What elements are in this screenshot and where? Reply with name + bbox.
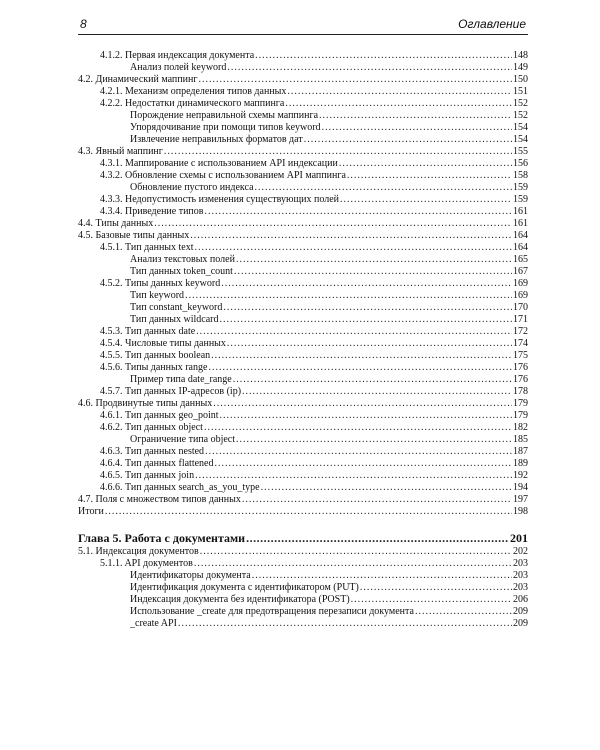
toc-entry[interactable] [78, 446, 528, 458]
toc-entry-title: Обновление пустого индекса [130, 182, 254, 193]
toc-entry[interactable] [78, 194, 528, 206]
toc-entry[interactable] [78, 278, 528, 290]
toc-entry-page: 203 [513, 558, 528, 569]
toc-entry-title: 4.3.3. Недопустимость изменения существующих полей [100, 194, 339, 205]
dot-leader [223, 302, 512, 314]
toc-entry[interactable] [78, 110, 528, 122]
dot-leader [204, 422, 512, 434]
toc-entry-page: 155 [513, 146, 528, 157]
toc-entry-page: 154 [513, 122, 528, 133]
toc-entry-page: 185 [513, 434, 528, 445]
toc-entry-title: 4.3.1. Маппирование с использованием API индексации [100, 158, 338, 169]
toc-entry[interactable] [78, 86, 528, 98]
toc-entry[interactable] [78, 266, 528, 278]
dot-leader [208, 362, 512, 374]
dot-leader [236, 434, 512, 446]
toc-entry-title: 4.5.2. Типы данных keyword [100, 278, 221, 289]
dot-leader [105, 506, 512, 518]
toc-section-chapter-4 [78, 50, 528, 518]
dot-leader [415, 606, 512, 618]
dot-leader [255, 50, 512, 62]
toc-entry-page: 161 [513, 218, 528, 229]
toc-entry-page: 179 [513, 410, 528, 421]
dot-leader [215, 458, 513, 470]
toc-entry[interactable] [78, 230, 528, 242]
dot-leader [322, 122, 512, 134]
toc-entry-title: 4.5.3. Тип данных date [100, 326, 196, 337]
toc-entry-page: 187 [513, 446, 528, 457]
dot-leader [195, 470, 512, 482]
page-number: 8 [80, 17, 87, 31]
toc-entry-title: Итоги [78, 506, 104, 517]
toc-entry-title: 4.5.4. Числовые типы данных [100, 338, 226, 349]
dot-leader [190, 230, 512, 242]
toc-entry-title: 4.6.4. Тип данных flattened [100, 458, 214, 469]
dot-leader [154, 218, 512, 230]
dot-leader [220, 314, 513, 326]
running-header [78, 14, 528, 35]
toc-entry-page: 167 [513, 266, 528, 277]
dot-leader [242, 494, 512, 506]
toc-entry-title: 4.7. Поля с множеством типов данных [78, 494, 241, 505]
toc-entry[interactable] [78, 410, 528, 422]
toc-entry-title: 4.6.6. Тип данных search_as_you_type [100, 482, 260, 493]
toc-entry-title: 4.6.2. Тип данных object [100, 422, 203, 433]
dot-leader [347, 170, 512, 182]
toc-entry[interactable] [78, 618, 528, 630]
dot-leader [351, 594, 512, 606]
toc-entry[interactable] [78, 182, 528, 194]
toc-entry-page: 176 [513, 362, 528, 373]
toc-section-chapter-5 [78, 546, 528, 630]
toc-entry-title: Тип constant_keyword [130, 302, 223, 313]
running-title: Оглавление [458, 17, 526, 31]
toc-entry-title: 4.5.7. Тип данных IP-адресов (ip) [100, 386, 242, 397]
dot-leader [205, 446, 512, 458]
toc-entry-page: 194 [513, 482, 528, 493]
toc-entry-page: 158 [513, 170, 528, 181]
toc-entry-page: 150 [513, 74, 528, 85]
toc-entry-title: 4.5.5. Тип данных boolean [100, 350, 211, 361]
dot-leader [200, 546, 512, 558]
toc-entry-title: Идентификация документа с идентификатором (PUT) [130, 582, 359, 593]
toc-entry[interactable] [78, 558, 528, 570]
toc-entry-page: 202 [513, 546, 528, 557]
toc-entry[interactable] [78, 374, 528, 386]
toc-entry-title: 4.6.5. Тип данных join [100, 470, 195, 481]
toc-entry-page: 206 [513, 594, 528, 605]
toc-entry-page: 159 [513, 194, 528, 205]
dot-leader [227, 62, 512, 74]
toc-entry-page: 201 [510, 531, 528, 545]
toc-entry-title: 4.5.6. Типы данных range [100, 362, 208, 373]
toc-entry-page: 170 [513, 302, 528, 313]
toc-entry[interactable] [78, 482, 528, 494]
dot-leader [255, 182, 512, 194]
dot-leader [236, 254, 512, 266]
toc-entry[interactable] [78, 254, 528, 266]
toc-entry[interactable] [78, 146, 528, 158]
toc-entry-page: 169 [513, 290, 528, 301]
dot-leader [178, 618, 512, 630]
toc-entry[interactable] [78, 302, 528, 314]
toc-entry-title: 4.1.2. Первая индексация документа [100, 50, 255, 61]
toc-entry[interactable] [78, 122, 528, 134]
toc-entry-title: 4.3.2. Обновление схемы с использованием API маппинга [100, 170, 346, 181]
toc-entry-page: 152 [513, 98, 528, 109]
toc-entry-page: 172 [513, 326, 528, 337]
toc-entry-page: 151 [513, 86, 528, 97]
toc-entry-page: 169 [513, 278, 528, 289]
toc-entry-title: 5.1.1. API документов [100, 558, 193, 569]
dot-leader [287, 86, 512, 98]
toc-entry-title: Порождение неправильной схемы маппинга [130, 110, 319, 121]
toc-entry[interactable] [78, 458, 528, 470]
toc-entry-title: Глава 5. Работа с документами [78, 531, 246, 545]
dot-leader [194, 558, 512, 570]
toc-entry-page: 198 [513, 506, 528, 517]
toc-entry-title: _create API [130, 618, 177, 629]
toc-entry-title: 4.2. Динамический маппинг [78, 74, 198, 85]
toc-entry-title: Упорядочивание при помощи типов keyword [130, 122, 321, 133]
toc-entry-page: 203 [513, 570, 528, 581]
toc-entry-title: 4.5.1. Тип данных text [100, 242, 194, 253]
dot-leader [319, 110, 512, 122]
toc-entry-title: 4.3.4. Приведение типов [100, 206, 204, 217]
toc-entry-title: Тип данных wildcard [130, 314, 219, 325]
toc-entry-title: 4.4. Типы данных [78, 218, 154, 229]
toc-entry[interactable] [78, 494, 528, 506]
toc-entry-page: 192 [513, 470, 528, 481]
toc-entry-page: 152 [513, 110, 528, 121]
toc-entry-title: 4.3. Явный маппинг [78, 146, 163, 157]
dot-leader [195, 242, 512, 254]
toc-entry-page: 178 [513, 386, 528, 397]
toc-entry[interactable] [78, 50, 528, 62]
toc-entry-title: Ограничение типа object [130, 434, 236, 445]
dot-leader [198, 74, 512, 86]
toc-entry[interactable] [78, 62, 528, 74]
toc-entry[interactable] [78, 98, 528, 110]
toc-chapter-heading[interactable] [78, 530, 528, 546]
toc-entry-page: 156 [513, 158, 528, 169]
dot-leader [242, 386, 512, 398]
dot-leader [221, 278, 512, 290]
toc-entry-page: 189 [513, 458, 528, 469]
toc-entry-title: Пример типа date_range [130, 374, 232, 385]
toc-entry[interactable] [78, 594, 528, 606]
toc-entry-page: 154 [513, 134, 528, 145]
dot-leader [220, 410, 512, 422]
toc-entry[interactable] [78, 606, 528, 618]
dot-leader [234, 266, 512, 278]
toc-entry[interactable] [78, 206, 528, 218]
toc-entry[interactable] [78, 386, 528, 398]
dot-leader [339, 158, 512, 170]
toc-entry[interactable] [78, 158, 528, 170]
toc-entry-title: Анализ полей keyword [130, 62, 227, 73]
toc-entry-page: 171 [513, 314, 528, 325]
dot-leader [211, 350, 512, 362]
toc-entry[interactable] [78, 290, 528, 302]
dot-leader [246, 530, 509, 546]
toc-entry[interactable] [78, 242, 528, 254]
toc-entry-title: Анализ текстовых полей [130, 254, 235, 265]
dot-leader [360, 582, 512, 594]
toc-entry-page: 165 [513, 254, 528, 265]
toc-entry-page: 175 [513, 350, 528, 361]
toc-entry-page: 148 [513, 50, 528, 61]
toc-entry-page: 174 [513, 338, 528, 349]
table-of-contents [78, 50, 528, 630]
toc-entry-title: 4.6.3. Тип данных nested [100, 446, 205, 457]
toc-entry-title: 4.2.2. Недостатки динамического маппинга [100, 98, 285, 109]
dot-leader [233, 374, 512, 386]
toc-entry-page: 182 [513, 422, 528, 433]
toc-entry[interactable] [78, 170, 528, 182]
dot-leader [261, 482, 512, 494]
toc-entry[interactable] [78, 350, 528, 362]
toc-entry-title: Извлечение неправильных форматов дат [130, 134, 303, 145]
toc-entry[interactable] [78, 422, 528, 434]
toc-entry-page: 203 [513, 582, 528, 593]
toc-entry-title: 4.6. Продвинутые типы данных [78, 398, 213, 409]
toc-entry-title: 4.5. Базовые типы данных [78, 230, 190, 241]
dot-leader [304, 134, 512, 146]
toc-entry-page: 209 [513, 606, 528, 617]
dot-leader [205, 206, 512, 218]
toc-entry-title: Использование _create для предотвращения перезаписи документа [130, 606, 414, 617]
toc-entry-title: 4.6.1. Тип данных geo_point [100, 410, 219, 421]
dot-leader [340, 194, 512, 206]
toc-entry-page: 179 [513, 398, 528, 409]
toc-entry-title: Тип данных token_count [130, 266, 233, 277]
toc-entry[interactable] [78, 582, 528, 594]
toc-entry[interactable] [78, 470, 528, 482]
dot-leader [164, 146, 512, 158]
toc-entry[interactable] [78, 74, 528, 86]
toc-entry-title: Тип keyword [130, 290, 185, 301]
toc-entry[interactable] [78, 362, 528, 374]
toc-entry-title: Индексация документа без идентификатора (POST) [130, 594, 350, 605]
toc-entry[interactable] [78, 398, 528, 410]
toc-entry[interactable] [78, 338, 528, 350]
toc-entry[interactable] [78, 134, 528, 146]
toc-entry-title: 4.2.1. Механизм определения типов данных [100, 86, 287, 97]
toc-entry[interactable] [78, 506, 528, 518]
toc-entry[interactable] [78, 218, 528, 230]
toc-entry-page: 164 [513, 242, 528, 253]
toc-entry[interactable] [78, 434, 528, 446]
dot-leader [185, 290, 512, 302]
toc-entry-page: 159 [513, 182, 528, 193]
toc-entry-title: Идентификаторы документа [130, 570, 251, 581]
toc-entry-page: 164 [513, 230, 528, 241]
toc-entry-page: 176 [513, 374, 528, 385]
toc-entry-page: 197 [513, 494, 528, 505]
toc-entry-title: 5.1. Индексация документов [78, 546, 199, 557]
toc-entry[interactable] [78, 570, 528, 582]
toc-entry-page: 209 [513, 618, 528, 629]
dot-leader [196, 326, 512, 338]
toc-entry[interactable] [78, 326, 528, 338]
dot-leader [227, 338, 512, 350]
toc-entry[interactable] [78, 546, 528, 558]
toc-entry-page: 161 [513, 206, 528, 217]
toc-entry-page: 149 [513, 62, 528, 73]
dot-leader [252, 570, 512, 582]
dot-leader [213, 398, 512, 410]
section-gap [78, 518, 528, 530]
dot-leader [285, 98, 512, 110]
toc-entry[interactable] [78, 314, 528, 326]
